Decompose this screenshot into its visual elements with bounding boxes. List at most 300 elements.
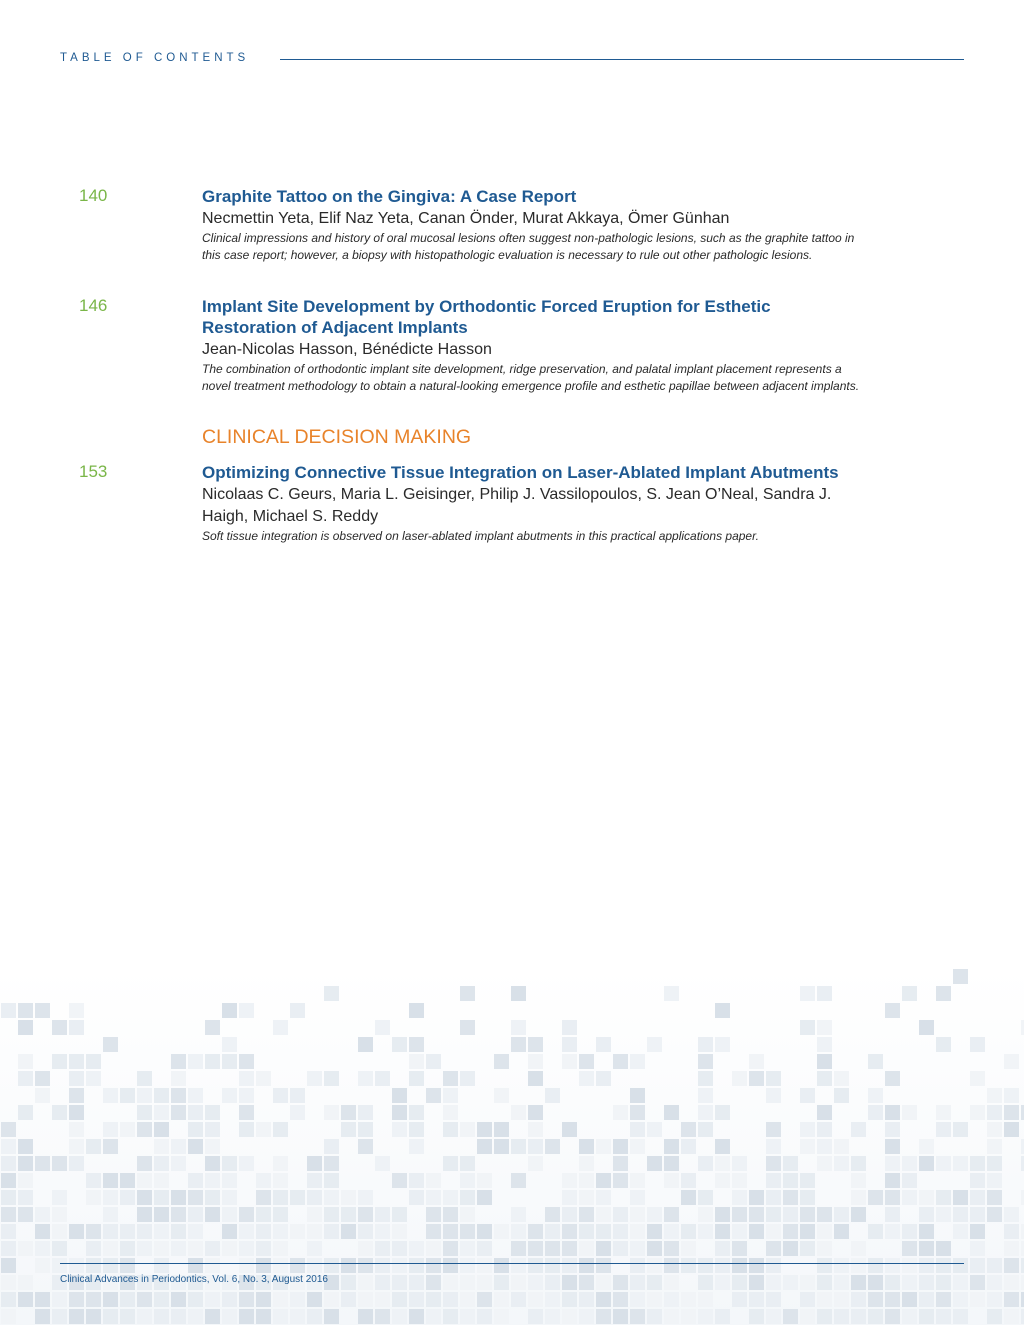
mosaic-square (460, 1122, 475, 1137)
mosaic-square (596, 1173, 611, 1188)
mosaic-square (154, 1105, 169, 1120)
mosaic-square (817, 986, 832, 1001)
mosaic-square (188, 1088, 203, 1103)
mosaic-square (987, 1258, 1002, 1273)
mosaic-square (732, 1224, 747, 1239)
mosaic-square (18, 1071, 33, 1086)
mosaic-square (647, 1258, 662, 1273)
mosaic-square (120, 1173, 135, 1188)
mosaic-square (732, 1071, 747, 1086)
mosaic-square (375, 1071, 390, 1086)
mosaic-square (817, 1122, 832, 1137)
mosaic-square (800, 1207, 815, 1222)
mosaic-square (171, 1105, 186, 1120)
mosaic-square (103, 1241, 118, 1256)
mosaic-square (426, 1190, 441, 1205)
mosaic-square (698, 1224, 713, 1239)
mosaic-square (460, 986, 475, 1001)
mosaic-square (698, 1207, 713, 1222)
mosaic-square (35, 1309, 50, 1324)
mosaic-square (103, 1088, 118, 1103)
mosaic-square (18, 1054, 33, 1069)
mosaic-square (477, 1173, 492, 1188)
mosaic-square (239, 1156, 254, 1171)
mosaic-square (35, 1207, 50, 1222)
mosaic-square (392, 1088, 407, 1103)
mosaic-square (120, 1190, 135, 1205)
mosaic-square (460, 1020, 475, 1035)
mosaic-square (511, 1020, 526, 1035)
mosaic-square (290, 1258, 305, 1273)
mosaic-square (545, 1139, 560, 1154)
mosaic-square (1, 1224, 16, 1239)
mosaic-square (936, 1309, 951, 1324)
mosaic-square (970, 1156, 985, 1171)
mosaic-square (936, 1258, 951, 1273)
mosaic-square (52, 1241, 67, 1256)
mosaic-square (120, 1088, 135, 1103)
mosaic-square (341, 1292, 356, 1307)
mosaic-square (324, 1173, 339, 1188)
mosaic-square (562, 1224, 577, 1239)
mosaic-square (953, 1224, 968, 1239)
mosaic-square (919, 1224, 934, 1239)
mosaic-square (256, 1309, 271, 1324)
mosaic-square (987, 1139, 1002, 1154)
mosaic-square (18, 1105, 33, 1120)
mosaic-square (239, 1258, 254, 1273)
mosaic-square (919, 1156, 934, 1171)
mosaic-square (681, 1190, 696, 1205)
mosaic-square (834, 1071, 849, 1086)
mosaic-square (103, 1224, 118, 1239)
mosaic-square (307, 1207, 322, 1222)
mosaic-square (579, 1241, 594, 1256)
mosaic-square (154, 1190, 169, 1205)
mosaic-square (324, 1207, 339, 1222)
mosaic-square (494, 1258, 509, 1273)
mosaic-square (1, 1173, 16, 1188)
mosaic-square (851, 1309, 866, 1324)
mosaic-square (647, 1275, 662, 1290)
mosaic-square (273, 1122, 288, 1137)
mosaic-square (324, 1258, 339, 1273)
mosaic-square (596, 1224, 611, 1239)
mosaic-square (35, 1071, 50, 1086)
article-title[interactable]: Implant Site Development by Orthodontic Forced Eruption for Esthetic Restoration of Adjacent Implants (202, 297, 771, 337)
mosaic-square (171, 1054, 186, 1069)
mosaic-square (35, 1156, 50, 1171)
mosaic-square (630, 1088, 645, 1103)
mosaic-square (86, 1292, 101, 1307)
mosaic-square (494, 1275, 509, 1290)
mosaic-square (273, 1224, 288, 1239)
mosaic-square (120, 1309, 135, 1324)
mosaic-square (511, 1258, 526, 1273)
mosaic-square (1004, 1309, 1019, 1324)
mosaic-square (902, 1173, 917, 1188)
mosaic-square (817, 1037, 832, 1052)
mosaic-square (171, 1292, 186, 1307)
mosaic-square (477, 1139, 492, 1154)
mosaic-square (647, 1292, 662, 1307)
mosaic-square (426, 1309, 441, 1324)
mosaic-square (392, 1224, 407, 1239)
mosaic-square (222, 1003, 237, 1018)
mosaic-square (494, 1088, 509, 1103)
mosaic-square (222, 1309, 237, 1324)
mosaic-square (103, 1173, 118, 1188)
mosaic-square (409, 1190, 424, 1205)
mosaic-square (409, 1054, 424, 1069)
mosaic-square (851, 1156, 866, 1171)
mosaic-square (902, 1156, 917, 1171)
mosaic-square (205, 1020, 220, 1035)
mosaic-square (324, 1139, 339, 1154)
mosaic-square (953, 969, 968, 984)
mosaic-square (256, 1292, 271, 1307)
mosaic-square (511, 1292, 526, 1307)
mosaic-square (579, 1309, 594, 1324)
mosaic-square (851, 1275, 866, 1290)
mosaic-square (324, 1292, 339, 1307)
mosaic-square (1, 1156, 16, 1171)
mosaic-square (256, 1224, 271, 1239)
mosaic-square (732, 1207, 747, 1222)
mosaic-square (1004, 1241, 1019, 1256)
mosaic-square (698, 1156, 713, 1171)
mosaic-square (868, 1292, 883, 1307)
mosaic-square (885, 1105, 900, 1120)
mosaic-square (443, 1190, 458, 1205)
mosaic-square (460, 1275, 475, 1290)
mosaic-square (936, 1207, 951, 1222)
mosaic-square (205, 1054, 220, 1069)
mosaic-square (834, 1258, 849, 1273)
mosaic-square (528, 1105, 543, 1120)
mosaic-square (86, 1071, 101, 1086)
mosaic-square (426, 1275, 441, 1290)
mosaic-square (630, 1173, 645, 1188)
mosaic-square (460, 1156, 475, 1171)
mosaic-square (188, 1105, 203, 1120)
mosaic-square (154, 1122, 169, 1137)
mosaic-square (392, 1275, 407, 1290)
mosaic-square (851, 1173, 866, 1188)
mosaic-square (732, 1258, 747, 1273)
mosaic-square (630, 1241, 645, 1256)
mosaic-square (800, 1088, 815, 1103)
mosaic-square (715, 1105, 730, 1120)
mosaic-square (205, 1156, 220, 1171)
mosaic-square (579, 1139, 594, 1154)
mosaic-square (834, 1275, 849, 1290)
mosaic-square (817, 1241, 832, 1256)
mosaic-square (86, 1241, 101, 1256)
mosaic-square (205, 1258, 220, 1273)
mosaic-square (443, 1292, 458, 1307)
mosaic-square (562, 1207, 577, 1222)
mosaic-square (698, 1105, 713, 1120)
mosaic-square (171, 1156, 186, 1171)
mosaic-square (919, 1241, 934, 1256)
mosaic-square (137, 1156, 152, 1171)
mosaic-square (919, 1020, 934, 1035)
mosaic-square (783, 1275, 798, 1290)
mosaic-square (239, 1309, 254, 1324)
mosaic-square (1, 1309, 16, 1324)
mosaic-square (222, 1292, 237, 1307)
mosaic-square (698, 1054, 713, 1069)
mosaic-square (188, 1207, 203, 1222)
mosaic-square (817, 1207, 832, 1222)
mosaic-square (630, 1258, 645, 1273)
mosaic-square (528, 1224, 543, 1239)
mosaic-square (205, 1309, 220, 1324)
mosaic-square (154, 1088, 169, 1103)
mosaic-square (698, 1071, 713, 1086)
mosaic-square (222, 1054, 237, 1069)
mosaic-square (919, 1190, 934, 1205)
mosaic-square (851, 1190, 866, 1205)
mosaic-square (885, 1156, 900, 1171)
mosaic-square (681, 1292, 696, 1307)
mosaic-square (613, 1224, 628, 1239)
mosaic-square (562, 1258, 577, 1273)
mosaic-square (290, 1003, 305, 1018)
mosaic-square (222, 1241, 237, 1256)
mosaic-square (766, 1292, 781, 1307)
mosaic-square (936, 1275, 951, 1290)
mosaic-square (273, 1258, 288, 1273)
article-authors: Necmettin Yeta, Elif Naz Yeta, Canan Önder, Murat Akkaya, Ömer Günhan (202, 210, 730, 227)
mosaic-square (18, 1156, 33, 1171)
mosaic-square (562, 1173, 577, 1188)
mosaic-square (715, 1258, 730, 1273)
mosaic-square (52, 1292, 67, 1307)
mosaic-square (392, 1292, 407, 1307)
mosaic-square (783, 1207, 798, 1222)
mosaic-square (596, 1258, 611, 1273)
mosaic-square (749, 1071, 764, 1086)
mosaic-square (749, 1292, 764, 1307)
mosaic-square (69, 1292, 84, 1307)
mosaic-square (103, 1190, 118, 1205)
mosaic-square (919, 1309, 934, 1324)
mosaic-square (154, 1173, 169, 1188)
mosaic-square (885, 1207, 900, 1222)
article-title[interactable]: Graphite Tattoo on the Gingiva: A Case Report (202, 187, 577, 206)
mosaic-square (52, 1156, 67, 1171)
mosaic-square (545, 1292, 560, 1307)
mosaic-square (256, 1207, 271, 1222)
mosaic-square (1, 1190, 16, 1205)
mosaic-square (834, 1309, 849, 1324)
mosaic-square (443, 1105, 458, 1120)
mosaic-square (528, 1156, 543, 1171)
mosaic-square (613, 1207, 628, 1222)
mosaic-square (970, 1275, 985, 1290)
mosaic-square (800, 1292, 815, 1307)
mosaic-square (1, 1241, 16, 1256)
mosaic-square (18, 1020, 33, 1035)
mosaic-square (494, 1122, 509, 1137)
mosaic-square (953, 1292, 968, 1307)
mosaic-square (834, 1207, 849, 1222)
mosaic-square (630, 1224, 645, 1239)
mosaic-square (817, 1139, 832, 1154)
mosaic-square (732, 1292, 747, 1307)
mosaic-square (239, 1207, 254, 1222)
mosaic-square (817, 1105, 832, 1120)
mosaic-square (324, 1309, 339, 1324)
mosaic-square (579, 1156, 594, 1171)
mosaic-square (766, 1173, 781, 1188)
mosaic-square (681, 1258, 696, 1273)
mosaic-square (86, 1224, 101, 1239)
mosaic-square (698, 1190, 713, 1205)
mosaic-square (817, 1275, 832, 1290)
mosaic-square (358, 1037, 373, 1052)
mosaic-square (885, 1309, 900, 1324)
mosaic-square (69, 1088, 84, 1103)
mosaic-square (307, 1292, 322, 1307)
mosaic-square (222, 1173, 237, 1188)
mosaic-square (205, 1122, 220, 1137)
mosaic-square (562, 1020, 577, 1035)
mosaic-svg (0, 968, 1024, 1325)
mosaic-square (970, 1207, 985, 1222)
mosaic-square (477, 1275, 492, 1290)
mosaic-square (562, 1190, 577, 1205)
mosaic-square (1, 1207, 16, 1222)
mosaic-square (698, 1037, 713, 1052)
entry-body (202, 462, 862, 545)
mosaic-square (443, 1071, 458, 1086)
mosaic-square (341, 1224, 356, 1239)
mosaic-square (154, 1139, 169, 1154)
mosaic-square (409, 1173, 424, 1188)
mosaic-square (613, 1105, 628, 1120)
mosaic-square (273, 1309, 288, 1324)
mosaic-square (528, 1054, 543, 1069)
mosaic-square (885, 1292, 900, 1307)
mosaic-square (171, 1139, 186, 1154)
mosaic-square (783, 1173, 798, 1188)
mosaic-square (970, 1292, 985, 1307)
mosaic-square (188, 1173, 203, 1188)
article-authors: Jean-Nicolas Hasson, Bénédicte Hasson (202, 341, 492, 358)
mosaic-square (715, 1139, 730, 1154)
article-title[interactable]: Optimizing Connective Tissue Integration on Laser-Ablated Implant Abutments (202, 463, 839, 482)
mosaic-square (409, 1105, 424, 1120)
mosaic-square (715, 1207, 730, 1222)
mosaic-square (426, 1173, 441, 1188)
mosaic-square (171, 1309, 186, 1324)
mosaic-square (443, 1275, 458, 1290)
mosaic-square (18, 1292, 33, 1307)
mosaic-square (1004, 1207, 1019, 1222)
mosaic-square (647, 1037, 662, 1052)
mosaic-square (205, 1207, 220, 1222)
mosaic-square (851, 1258, 866, 1273)
mosaic-square (647, 1224, 662, 1239)
mosaic-square (664, 1309, 679, 1324)
mosaic-square (698, 1292, 713, 1307)
mosaic-square (613, 1241, 628, 1256)
mosaic-square (698, 1258, 713, 1273)
mosaic-square (545, 1275, 560, 1290)
article-summary: Clinical impressions and history of oral mucosal lesions often suggest non-pathologic lesions, such as the graphite tattoo in this case report; however, a biopsy with histopathologic evaluation is necessary to rule out other pathologic lesions. (202, 231, 855, 262)
mosaic-square (443, 1207, 458, 1222)
mosaic-square (817, 1309, 832, 1324)
mosaic-square (885, 1003, 900, 1018)
mosaic-square (375, 1156, 390, 1171)
mosaic-square (664, 986, 679, 1001)
mosaic-square (681, 1309, 696, 1324)
mosaic-square (613, 1292, 628, 1307)
mosaic-square (443, 1258, 458, 1273)
mosaic-square (579, 1292, 594, 1307)
mosaic-square (834, 1292, 849, 1307)
mosaic-square (528, 1241, 543, 1256)
mosaic-square (426, 1088, 441, 1103)
mosaic-square (562, 1037, 577, 1052)
mosaic-square (358, 1207, 373, 1222)
mosaic-square (375, 1309, 390, 1324)
mosaic-square (766, 1241, 781, 1256)
mosaic-square (596, 1037, 611, 1052)
mosaic-square (375, 1275, 390, 1290)
mosaic-square (103, 1292, 118, 1307)
mosaic-square (647, 1241, 662, 1256)
mosaic-square (188, 1190, 203, 1205)
mosaic-square (307, 1309, 322, 1324)
mosaic-square (222, 1224, 237, 1239)
mosaic-square (137, 1241, 152, 1256)
mosaic-square (545, 1088, 560, 1103)
mosaic-square (868, 1054, 883, 1069)
mosaic-square (171, 1207, 186, 1222)
mosaic-square (681, 1224, 696, 1239)
mosaic-square (341, 1190, 356, 1205)
mosaic-square (460, 1190, 475, 1205)
mosaic-square (188, 1292, 203, 1307)
mosaic-square (834, 1224, 849, 1239)
mosaic-square (443, 1241, 458, 1256)
mosaic-square (596, 1309, 611, 1324)
mosaic-square (477, 1190, 492, 1205)
header-rule (280, 59, 964, 60)
mosaic-square (562, 1054, 577, 1069)
mosaic-square (902, 1275, 917, 1290)
mosaic-square (1, 1122, 16, 1137)
mosaic-square (409, 1275, 424, 1290)
mosaic-square (52, 1224, 67, 1239)
mosaic-square (494, 1309, 509, 1324)
mosaic-square (86, 1139, 101, 1154)
mosaic-square (987, 1173, 1002, 1188)
mosaic-square (188, 1241, 203, 1256)
mosaic-square (69, 1071, 84, 1086)
mosaic-square (409, 1122, 424, 1137)
mosaic-square (341, 1275, 356, 1290)
mosaic-square (885, 1275, 900, 1290)
mosaic-square (1004, 1275, 1019, 1290)
mosaic-square (205, 1190, 220, 1205)
mosaic-square (460, 1258, 475, 1273)
mosaic-square (154, 1156, 169, 1171)
